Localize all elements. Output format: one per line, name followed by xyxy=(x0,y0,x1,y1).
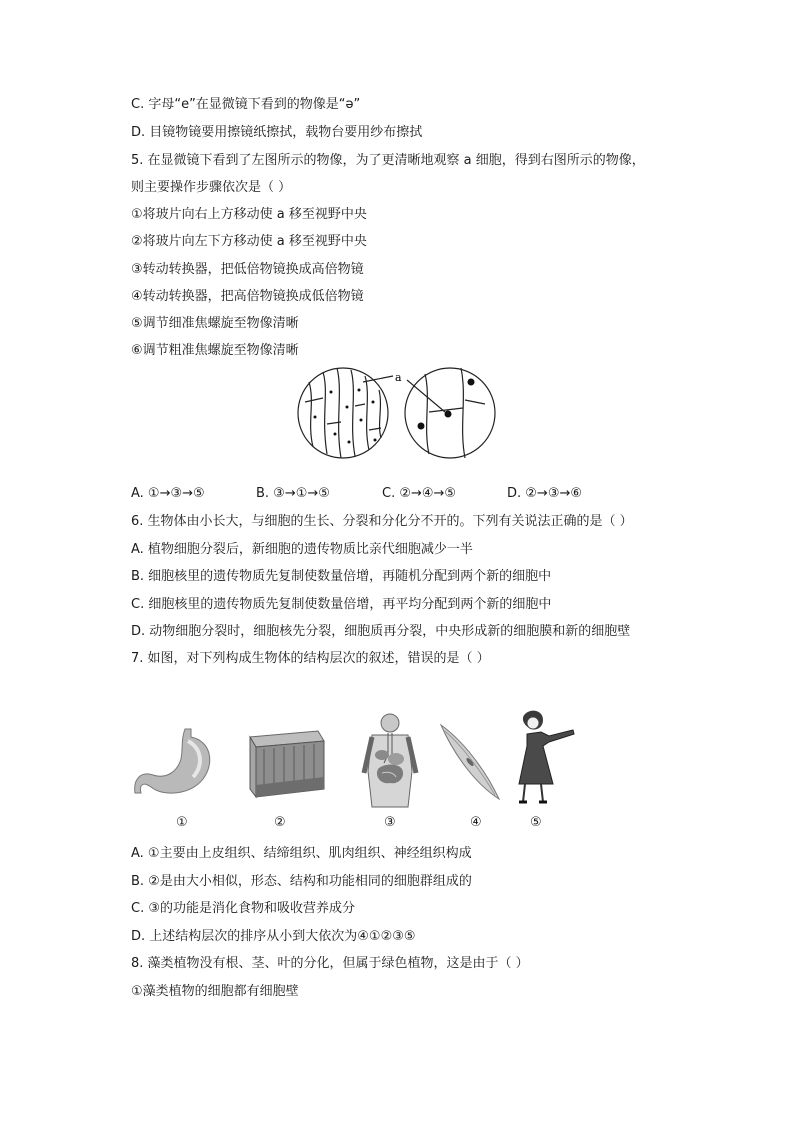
caption-5: ⑤ xyxy=(530,815,542,830)
caption-1: ① xyxy=(176,815,188,830)
q5-stem-line2: 则主要操作步骤依次是（ ） xyxy=(131,180,292,195)
caption-3: ③ xyxy=(384,815,396,830)
q6-option-c: C. 细胞核里的遗传物质先复制使数量倍增，再平均分配到两个新的细胞中 xyxy=(131,597,552,612)
q5-step-1: ①将玻片向右上方移动使 a 移至视野中央 xyxy=(131,207,367,222)
q6-option-a: A. 植物细胞分裂后，新细胞的遗传物质比亲代细胞减少一半 xyxy=(131,542,473,557)
muscle-cell-image xyxy=(437,723,503,801)
caption-2: ② xyxy=(274,815,286,830)
q5-step-6: ⑥调节粗准焦螺旋至物像清晰 xyxy=(131,343,299,358)
caption-4: ④ xyxy=(470,815,482,830)
q7-option-d: D. 上述结构层次的排序从小到大依次为④①②③⑤ xyxy=(131,929,416,944)
q7-option-a: A. ①主要由上皮组织、结缔组织、肌肉组织、神经组织构成 xyxy=(131,846,472,861)
q6-stem: 6. 生物体由小长大，与细胞的生长、分裂和分化分不开的。下列有关说法正确的是（ ） xyxy=(131,514,633,529)
q5-option-c: C. ②→④→⑤ xyxy=(382,486,457,501)
q6-option-d: D. 动物细胞分裂时，细胞核先分裂，细胞质再分裂，中央形成新的细胞膜和新的细胞壁 xyxy=(131,624,631,639)
q5-stem-line1: 5. 在显微镜下看到了左图所示的物像，为了更清晰地观察 a 细胞，得到右图所示的物像， xyxy=(131,153,645,168)
microscope-views-figure xyxy=(295,362,505,464)
girl-figure-image xyxy=(513,710,577,806)
human-body-systems-image xyxy=(360,711,420,809)
q5-step-3: ③转动转换器，把低倍物镜换成高倍物镜 xyxy=(131,262,364,277)
q7-option-b: B. ②是由大小相似，形态、结构和功能相同的细胞群组成的 xyxy=(131,874,472,889)
q5-step-5: ⑤调节细准焦螺旋至物像清晰 xyxy=(131,316,299,331)
q4-option-c: C. 字母“e”在显微镜下看到的物像是“ə” xyxy=(131,97,361,112)
q7-option-c: C. ③的功能是消化食物和吸收营养成分 xyxy=(131,901,355,916)
q7-stem: 7. 如图，对下列构成生物体的结构层次的叙述，错误的是（ ） xyxy=(131,651,490,666)
q5-step-4: ④转动转换器，把高倍物镜换成低倍物镜 xyxy=(131,289,364,304)
q5-option-b: B. ③→①→⑤ xyxy=(256,486,330,501)
q8-stem: 8. 藻类植物没有根、茎、叶的分化，但属于绿色植物，这是由于（ ） xyxy=(131,956,529,971)
q6-option-b: B. 细胞核里的遗传物质先复制使数量倍增，再随机分配到两个新的细胞中 xyxy=(131,569,552,584)
q5-option-a: A. ①→③→⑤ xyxy=(131,486,205,501)
q5-step-2: ②将玻片向左下方移动使 a 移至视野中央 xyxy=(131,234,367,249)
q5-option-d: D. ②→③→⑥ xyxy=(507,486,583,501)
cell-a-label: a xyxy=(395,371,402,384)
tissue-block-image xyxy=(238,727,328,807)
q4-option-d: D. 目镜物镜要用擦镜纸擦拭，载物台要用纱布擦拭 xyxy=(131,125,423,140)
stomach-image xyxy=(133,727,217,801)
q8-item-1: ①藻类植物的细胞都有细胞壁 xyxy=(131,984,299,999)
